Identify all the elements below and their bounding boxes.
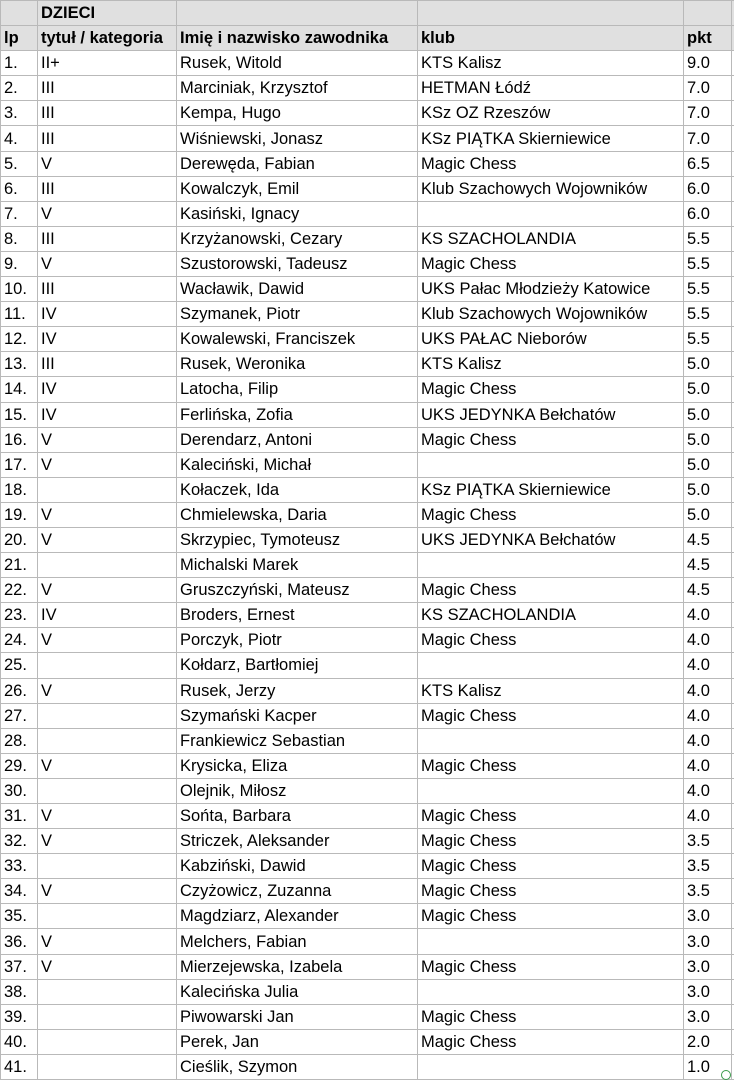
section-title[interactable]: DZIECI (38, 1, 177, 26)
table-row (1, 151, 734, 176)
cell-points[interactable]: 6.0 (684, 201, 732, 226)
cell-club[interactable]: Magic Chess (418, 251, 684, 276)
cell-points[interactable]: 4.0 (684, 703, 732, 728)
cell-lp[interactable]: 28. (1, 728, 38, 753)
table-row (1, 929, 734, 954)
cell-points[interactable]: 3.0 (684, 954, 732, 979)
cell-points[interactable]: 3.0 (684, 929, 732, 954)
cell-name[interactable]: Frankiewicz Sebastian (177, 728, 418, 753)
table-row (1, 904, 734, 929)
cell-lp[interactable]: 25. (1, 653, 38, 678)
cell-lp[interactable]: 41. (1, 1054, 38, 1079)
cell-lp[interactable]: 7. (1, 201, 38, 226)
cell-club[interactable]: Magic Chess (418, 804, 684, 829)
cell-club[interactable] (418, 728, 684, 753)
cell-club[interactable]: Magic Chess (418, 377, 684, 402)
table-row (1, 979, 734, 1004)
cell-name[interactable]: Kowalewski, Franciszek (177, 327, 418, 352)
cell-name[interactable]: Kaleciński, Michał (177, 452, 418, 477)
cell-lp[interactable]: 2. (1, 76, 38, 101)
table-row (1, 753, 734, 778)
cell-name[interactable]: Kasiński, Ignacy (177, 201, 418, 226)
table-row (1, 829, 734, 854)
table-row (1, 76, 734, 101)
cell-name[interactable]: Wacławik, Dawid (177, 277, 418, 302)
cell-points[interactable]: 4.0 (684, 678, 732, 703)
cell-club[interactable]: Magic Chess (418, 954, 684, 979)
cell-name[interactable]: Rusek, Jerzy (177, 678, 418, 703)
cell-points[interactable]: 3.5 (684, 829, 732, 854)
cell-category[interactable]: IV (38, 377, 177, 402)
cell-category[interactable]: V (38, 829, 177, 854)
cell-category[interactable]: III (38, 277, 177, 302)
cell-lp[interactable]: 39. (1, 1004, 38, 1029)
cell-category[interactable]: V (38, 678, 177, 703)
cell-category[interactable]: V (38, 929, 177, 954)
cell-points[interactable]: 6.0 (684, 176, 732, 201)
cell-club[interactable]: KSz PIĄTKA Skierniewice (418, 126, 684, 151)
cell-lp[interactable]: 22. (1, 578, 38, 603)
cell-lp[interactable]: 3. (1, 101, 38, 126)
table-row (1, 251, 734, 276)
cell-points[interactable]: 4.0 (684, 603, 732, 628)
cell-club[interactable]: KS SZACHOLANDIA (418, 603, 684, 628)
table-row (1, 678, 734, 703)
cell-name[interactable]: Czyżowicz, Zuzanna (177, 879, 418, 904)
cell-category[interactable]: V (38, 628, 177, 653)
table-row (1, 452, 734, 477)
cell-category[interactable] (38, 477, 177, 502)
table-row (1, 1029, 734, 1054)
table-row (1, 176, 734, 201)
cell-points[interactable]: 5.0 (684, 377, 732, 402)
cell-lp[interactable]: 24. (1, 628, 38, 653)
cell-club[interactable]: Magic Chess (418, 151, 684, 176)
cell-lp[interactable]: 15. (1, 402, 38, 427)
cell-club[interactable]: Magic Chess (418, 628, 684, 653)
cell-name[interactable]: Kowalczyk, Emil (177, 176, 418, 201)
table-row (1, 201, 734, 226)
cell-points[interactable]: 4.0 (684, 653, 732, 678)
cell-name[interactable]: Chmielewska, Daria (177, 502, 418, 527)
cell-points[interactable]: 4.5 (684, 553, 732, 578)
cell-name[interactable]: Kempa, Hugo (177, 101, 418, 126)
table-row (1, 101, 734, 126)
cell-lp[interactable]: 19. (1, 502, 38, 527)
cell-club[interactable] (418, 553, 684, 578)
cell-name[interactable]: Rusek, Weronika (177, 352, 418, 377)
cell-name[interactable]: Melchers, Fabian (177, 929, 418, 954)
cell-club[interactable]: Magic Chess (418, 703, 684, 728)
cell-name[interactable]: Michalski Marek (177, 553, 418, 578)
sheet-body (1, 1, 734, 1080)
cell-points[interactable]: 3.5 (684, 854, 732, 879)
cell-name[interactable]: Olejnik, Miłosz (177, 778, 418, 803)
cell-category[interactable]: V (38, 452, 177, 477)
cell-lp[interactable]: 23. (1, 603, 38, 628)
cell-lp[interactable]: 5. (1, 151, 38, 176)
cell-points[interactable]: 5.5 (684, 226, 732, 251)
cell-category[interactable]: V (38, 804, 177, 829)
cell-club[interactable] (418, 201, 684, 226)
cell-club[interactable] (418, 929, 684, 954)
cell-club[interactable] (418, 653, 684, 678)
cell-club[interactable]: UKS Pałac Młodzieży Katowice (418, 277, 684, 302)
cell-name[interactable]: Mierzejewska, Izabela (177, 954, 418, 979)
cell-club[interactable]: UKS JEDYNKA Bełchatów (418, 527, 684, 552)
cell-points[interactable]: 7.0 (684, 126, 732, 151)
cell-club[interactable]: Magic Chess (418, 1004, 684, 1029)
table-row (1, 427, 734, 452)
cell-club[interactable]: Magic Chess (418, 854, 684, 879)
table-row (1, 603, 734, 628)
cell-lp[interactable]: 38. (1, 979, 38, 1004)
cell-points[interactable]: 5.0 (684, 477, 732, 502)
header-lp[interactable]: lp (1, 26, 38, 51)
table-row (1, 703, 734, 728)
header-name[interactable]: Imię i nazwisko zawodnika (177, 26, 418, 51)
table-row (1, 804, 734, 829)
cell-category[interactable]: V (38, 151, 177, 176)
cell-blank[interactable] (1, 1, 38, 26)
cell-points[interactable]: 1.0 (684, 1054, 732, 1079)
cell-category[interactable]: II+ (38, 51, 177, 76)
table-row (1, 302, 734, 327)
table-row (1, 352, 734, 377)
cell-category[interactable]: V (38, 954, 177, 979)
header-club[interactable]: klub (418, 26, 684, 51)
cell-points[interactable]: 4.5 (684, 578, 732, 603)
cell-name[interactable]: Ferlińska, Zofia (177, 402, 418, 427)
cell-name[interactable]: Derendarz, Antoni (177, 427, 418, 452)
cell-category[interactable] (38, 778, 177, 803)
cell-lp[interactable]: 1. (1, 51, 38, 76)
table-row (1, 377, 734, 402)
cell-name[interactable]: Wiśniewski, Jonasz (177, 126, 418, 151)
cell-name[interactable]: Gruszczyński, Mateusz (177, 578, 418, 603)
cell-points[interactable]: 5.0 (684, 452, 732, 477)
cell-lp[interactable]: 36. (1, 929, 38, 954)
cell-club[interactable]: Magic Chess (418, 578, 684, 603)
cell-lp[interactable]: 12. (1, 327, 38, 352)
cell-category[interactable]: IV (38, 327, 177, 352)
cell-name[interactable]: Cieślik, Szymon (177, 1054, 418, 1079)
section-title-row (1, 1, 734, 26)
cell-points[interactable]: 5.5 (684, 327, 732, 352)
table-row (1, 277, 734, 302)
cell-category[interactable]: V (38, 879, 177, 904)
cell-name[interactable]: Piwowarski Jan (177, 1004, 418, 1029)
cell-category[interactable]: III (38, 76, 177, 101)
cell-name[interactable]: Kabziński, Dawid (177, 854, 418, 879)
cell-points[interactable]: 4.0 (684, 753, 732, 778)
cell-name[interactable]: Szustorowski, Tadeusz (177, 251, 418, 276)
cell-club[interactable]: KSz PIĄTKA Skierniewice (418, 477, 684, 502)
table-row (1, 51, 734, 76)
cell-category[interactable] (38, 904, 177, 929)
cell-lp[interactable]: 34. (1, 879, 38, 904)
cell-name[interactable]: Krysicka, Eliza (177, 753, 418, 778)
cell-club[interactable] (418, 979, 684, 1004)
cell-lp[interactable]: 14. (1, 377, 38, 402)
cell-lp[interactable]: 27. (1, 703, 38, 728)
cell-club[interactable]: UKS PAŁAC Nieborów (418, 327, 684, 352)
cell-lp[interactable]: 21. (1, 553, 38, 578)
table-row (1, 402, 734, 427)
cell-club[interactable]: Magic Chess (418, 829, 684, 854)
cell-points[interactable]: 5.5 (684, 302, 732, 327)
cell-category[interactable] (38, 653, 177, 678)
cell-points[interactable]: 2.0 (684, 1029, 732, 1054)
cell-lp[interactable]: 33. (1, 854, 38, 879)
cell-club[interactable]: Magic Chess (418, 753, 684, 778)
cell-club[interactable]: KTS Kalisz (418, 678, 684, 703)
cell-category[interactable]: V (38, 753, 177, 778)
cell-points[interactable]: 4.0 (684, 804, 732, 829)
cell-club[interactable]: KTS Kalisz (418, 51, 684, 76)
cell-lp[interactable]: 11. (1, 302, 38, 327)
table-row (1, 1004, 734, 1029)
cell-lp[interactable]: 32. (1, 829, 38, 854)
cell-points[interactable]: 3.0 (684, 1004, 732, 1029)
cell-lp[interactable]: 26. (1, 678, 38, 703)
cell-points[interactable]: 3.0 (684, 979, 732, 1004)
cell-points[interactable]: 9.0 (684, 51, 732, 76)
table-row (1, 502, 734, 527)
cell-points[interactable]: 7.0 (684, 101, 732, 126)
cell-lp[interactable]: 29. (1, 753, 38, 778)
cell-lp[interactable]: 8. (1, 226, 38, 251)
cell-category[interactable] (38, 553, 177, 578)
cell-points[interactable]: 4.5 (684, 527, 732, 552)
selection-fill-handle[interactable] (721, 1070, 731, 1080)
cell-name[interactable]: Kołaczek, Ida (177, 477, 418, 502)
cell-club[interactable] (418, 778, 684, 803)
cell-lp[interactable]: 40. (1, 1029, 38, 1054)
cell-points[interactable]: 5.5 (684, 277, 732, 302)
cell-lp[interactable]: 6. (1, 176, 38, 201)
cell-lp[interactable]: 31. (1, 804, 38, 829)
cell-name[interactable]: Derewęda, Fabian (177, 151, 418, 176)
cell-name[interactable]: Perek, Jan (177, 1029, 418, 1054)
cell-name[interactable]: Szymański Kacper (177, 703, 418, 728)
header-points[interactable]: pkt (684, 26, 732, 51)
cell-category[interactable] (38, 1054, 177, 1079)
table-row (1, 226, 734, 251)
cell-name[interactable]: Latocha, Filip (177, 377, 418, 402)
cell-lp[interactable]: 18. (1, 477, 38, 502)
cell-points[interactable]: 5.0 (684, 502, 732, 527)
cell-lp[interactable]: 9. (1, 251, 38, 276)
cell-club[interactable]: Klub Szachowych Wojowników (418, 176, 684, 201)
cell-points[interactable]: 5.0 (684, 402, 732, 427)
table-row (1, 553, 734, 578)
cell-points[interactable]: 5.0 (684, 352, 732, 377)
cell-category[interactable] (38, 1029, 177, 1054)
table-row (1, 477, 734, 502)
cell-club[interactable]: Magic Chess (418, 427, 684, 452)
cell-club[interactable]: Magic Chess (418, 502, 684, 527)
cell-name[interactable]: Porczyk, Piotr (177, 628, 418, 653)
cell-name[interactable]: Magdziarz, Alexander (177, 904, 418, 929)
table-row (1, 954, 734, 979)
header-category[interactable]: tytuł / kategoria (38, 26, 177, 51)
cell-points[interactable]: 5.5 (684, 251, 732, 276)
cell-category[interactable] (38, 1004, 177, 1029)
cell-name[interactable]: Striczek, Aleksander (177, 829, 418, 854)
cell-club[interactable]: Magic Chess (418, 1029, 684, 1054)
cell-blank[interactable] (418, 1, 684, 26)
cell-name[interactable]: Krzyżanowski, Cezary (177, 226, 418, 251)
cell-lp[interactable]: 30. (1, 778, 38, 803)
cell-points[interactable]: 4.0 (684, 778, 732, 803)
cell-club[interactable]: Magic Chess (418, 904, 684, 929)
cell-name[interactable]: Kalecińska Julia (177, 979, 418, 1004)
table-row (1, 879, 734, 904)
cell-points[interactable]: 6.5 (684, 151, 732, 176)
cell-category[interactable]: III (38, 226, 177, 251)
cell-category[interactable]: IV (38, 302, 177, 327)
cell-club[interactable]: Klub Szachowych Wojowników (418, 302, 684, 327)
cell-club[interactable]: Magic Chess (418, 879, 684, 904)
cell-category[interactable] (38, 728, 177, 753)
cell-club[interactable]: HETMAN Łódź (418, 76, 684, 101)
cell-category[interactable]: III (38, 352, 177, 377)
cell-club[interactable] (418, 1054, 684, 1079)
cell-blank[interactable] (177, 1, 418, 26)
column-header-row (1, 26, 734, 51)
cell-blank[interactable] (684, 1, 732, 26)
table-row (1, 778, 734, 803)
table-row (1, 578, 734, 603)
cell-club[interactable]: KTS Kalisz (418, 352, 684, 377)
cell-lp[interactable]: 13. (1, 352, 38, 377)
cell-club[interactable]: KSz OZ Rzeszów (418, 101, 684, 126)
cell-lp[interactable]: 37. (1, 954, 38, 979)
cell-category[interactable]: V (38, 578, 177, 603)
cell-category[interactable]: V (38, 251, 177, 276)
cell-category[interactable] (38, 703, 177, 728)
cell-name[interactable]: Sońta, Barbara (177, 804, 418, 829)
cell-category[interactable]: III (38, 126, 177, 151)
cell-name[interactable]: Kołdarz, Bartłomiej (177, 653, 418, 678)
cell-points[interactable]: 4.0 (684, 728, 732, 753)
cell-name[interactable]: Skrzypiec, Tymoteusz (177, 527, 418, 552)
cell-category[interactable]: III (38, 176, 177, 201)
cell-category[interactable]: IV (38, 402, 177, 427)
cell-category[interactable]: IV (38, 603, 177, 628)
table-row (1, 527, 734, 552)
cell-category[interactable] (38, 854, 177, 879)
table-row (1, 728, 734, 753)
cell-category[interactable]: V (38, 502, 177, 527)
cell-category[interactable]: V (38, 201, 177, 226)
cell-name[interactable]: Szymanek, Piotr (177, 302, 418, 327)
cell-lp[interactable]: 17. (1, 452, 38, 477)
cell-lp[interactable]: 10. (1, 277, 38, 302)
cell-lp[interactable]: 4. (1, 126, 38, 151)
cell-points[interactable]: 4.0 (684, 628, 732, 653)
cell-points[interactable]: 3.5 (684, 879, 732, 904)
cell-club[interactable] (418, 452, 684, 477)
table-row (1, 653, 734, 678)
table-row (1, 126, 734, 151)
cell-category[interactable]: III (38, 101, 177, 126)
cell-lp[interactable]: 16. (1, 427, 38, 452)
cell-name[interactable]: Rusek, Witold (177, 51, 418, 76)
cell-category[interactable]: V (38, 527, 177, 552)
cell-points[interactable]: 3.0 (684, 904, 732, 929)
cell-club[interactable]: UKS JEDYNKA Bełchatów (418, 402, 684, 427)
cell-lp[interactable]: 20. (1, 527, 38, 552)
table-row (1, 327, 734, 352)
table-row (1, 854, 734, 879)
cell-category[interactable] (38, 979, 177, 1004)
cell-category[interactable]: V (38, 427, 177, 452)
cell-club[interactable]: KS SZACHOLANDIA (418, 226, 684, 251)
cell-name[interactable]: Marciniak, Krzysztof (177, 76, 418, 101)
table-row (1, 628, 734, 653)
cell-name[interactable]: Broders, Ernest (177, 603, 418, 628)
cell-points[interactable]: 7.0 (684, 76, 732, 101)
table-row (1, 1054, 734, 1079)
cell-points[interactable]: 5.0 (684, 427, 732, 452)
cell-lp[interactable]: 35. (1, 904, 38, 929)
